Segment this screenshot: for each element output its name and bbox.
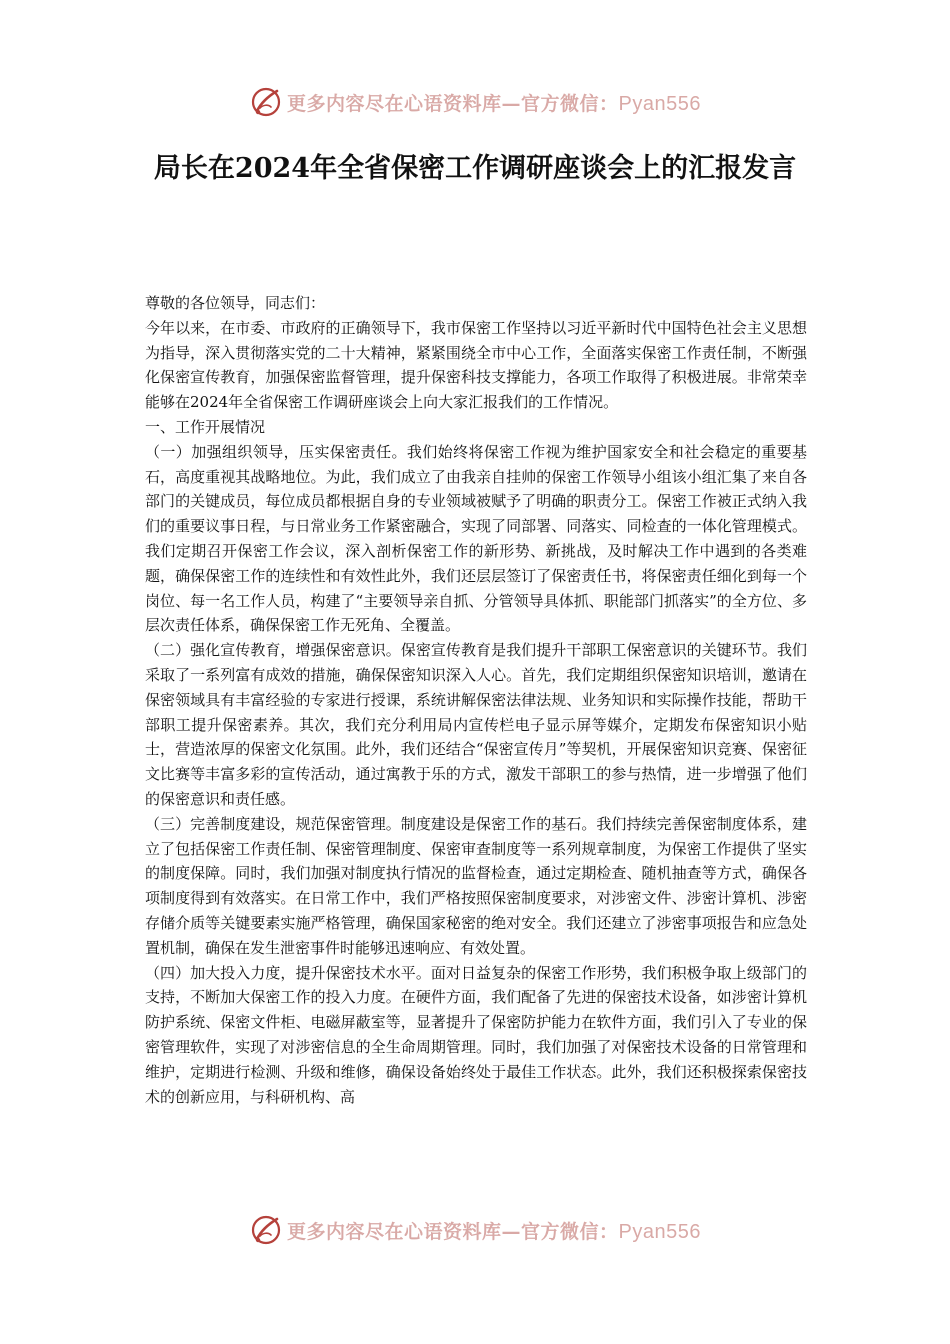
document-body: [145, 291, 807, 1109]
watermark-banner-bottom: [0, 1210, 950, 1250]
salutation: 尊敬的各位领导，同志们：: [145, 294, 326, 312]
watermark-id: Pyan556: [618, 92, 701, 115]
watermark-text: 更多内容尽在心语资料库—官方微信：Pyan556: [287, 92, 701, 115]
brush-logo-icon: [249, 85, 283, 119]
intro-paragraph: 今年以来，在市委、市政府的正确领导下，我市保密工作坚持以习近平新时代中国特色社会主义思想为指导，深入贯彻落实党的二十大精神，紧紧围绕全市中心工作，全面落实保密工作责任制，不断强化保密宣传教育，加强保密监督管理，提升保密科技支撑能力，各项工作取得了积极进展。非常荣幸能够在2024年全省保密工作调研座谈会上向大家汇报我们的工作情况。: [145, 318, 807, 412]
section-heading: 一、工作开展情况: [145, 417, 266, 436]
brush-logo-icon: [249, 1213, 283, 1247]
watermark-id: Pyan556: [618, 1220, 701, 1243]
watermark-banner-top: [0, 82, 950, 122]
paragraph-3: （三）完善制度建设，规范保密管理。制度建设是保密工作的基石。我们持续完善保密制度体系，建立了包括保密工作责任制、保密管理制度、保密审查制度等一系列规章制度，为保密工作提供了坚实的制度保障。同时，我们加强对制度执行情况的监督检查，通过定期检查、随机抽查等方式，确保各项制度得到有效落实。在日常工作中，我们严格按照保密制度要求，对涉密文件、涉密计算机、涉密存储介质等关键要素实施严格管理，确保国家秘密的绝对安全。我们还建立了涉密事项报告和应急处置机制，确保在发生泄密事件时能够迅速响应、有效处置。: [145, 814, 807, 957]
paragraph-4: （四）加大投入力度，提升保密技术水平。面对日益复杂的保密工作形势，我们积极争取上级部门的支持，不断加大保密工作的投入力度。在硬件方面，我们配备了先进的保密技术设备，如涉密计算机防护系统、保密文件柜、电磁屏蔽室等，显著提升了保密防护能力在软件方面，我们引入了专业的保密管理软件，实现了对涉密信息的全生命周期管理。同时，我们加强了对保密技术设备的日常管理和维护，定期进行检测、升级和维修，确保设备始终处于最佳工作状态。此外，我们还积极探索保密技术的创新应用，与科研机构、高: [145, 963, 807, 1106]
document-title: 局长在2024年全省保密工作调研座谈会上的汇报发言: [153, 153, 797, 184]
paragraph-2: （二）强化宣传教育，增强保密意识。保密宣传教育是我们提升干部职工保密意识的关键环节。我们采取了一系列富有成效的措施，确保保密知识深入人心。首先，我们定期组织保密知识培训，邀请在保密领域具有丰富经验的专家进行授课，系统讲解保密法律法规、业务知识和实际操作技能，帮助干部职工提升保密素养。其次，我们充分利用局内宣传栏电子显示屏等媒介，定期发布保密知识小贴士，营造浓厚的保密文化氛围。此外，我们还结合“保密宣传月”等契机，开展保密知识竞赛、保密征文比赛等丰富多彩的宣传活动，通过寓教于乐的方式，激发干部职工的参与热情，进一步增强了他们的保密意识和责任感。: [145, 641, 807, 808]
watermark-text: 更多内容尽在心语资料库—官方微信：Pyan556: [287, 1220, 701, 1243]
paragraph-1: （一）加强组织领导，压实保密责任。我们始终将保密工作视为维护国家安全和社会稳定的重要基石，高度重视其战略地位。为此，我们成立了由我亲自挂帅的保密工作领导小组该小组汇集了来自各部门的关键成员，每位成员都根据自身的专业领域被赋予了明确的职责分工。保密工作被正式纳入我们的重要议事日程，与日常业务工作紧密融合，实现了同部署、同落实、同检查的一体化管理模式。我们定期召开保密工作会议，深入剖析保密工作的新形势、新挑战，及时解决工作中遇到的各类难题，确保保密工作的连续性和有效性此外，我们还层层签订了保密责任书，将保密责任细化到每一个岗位、每一名工作人员，构建了“主要领导亲自抓、分管领导具体抓、职能部门抓落实”的全方位、多层次责任体系，确保保密工作无死角、全覆盖。: [145, 442, 807, 635]
